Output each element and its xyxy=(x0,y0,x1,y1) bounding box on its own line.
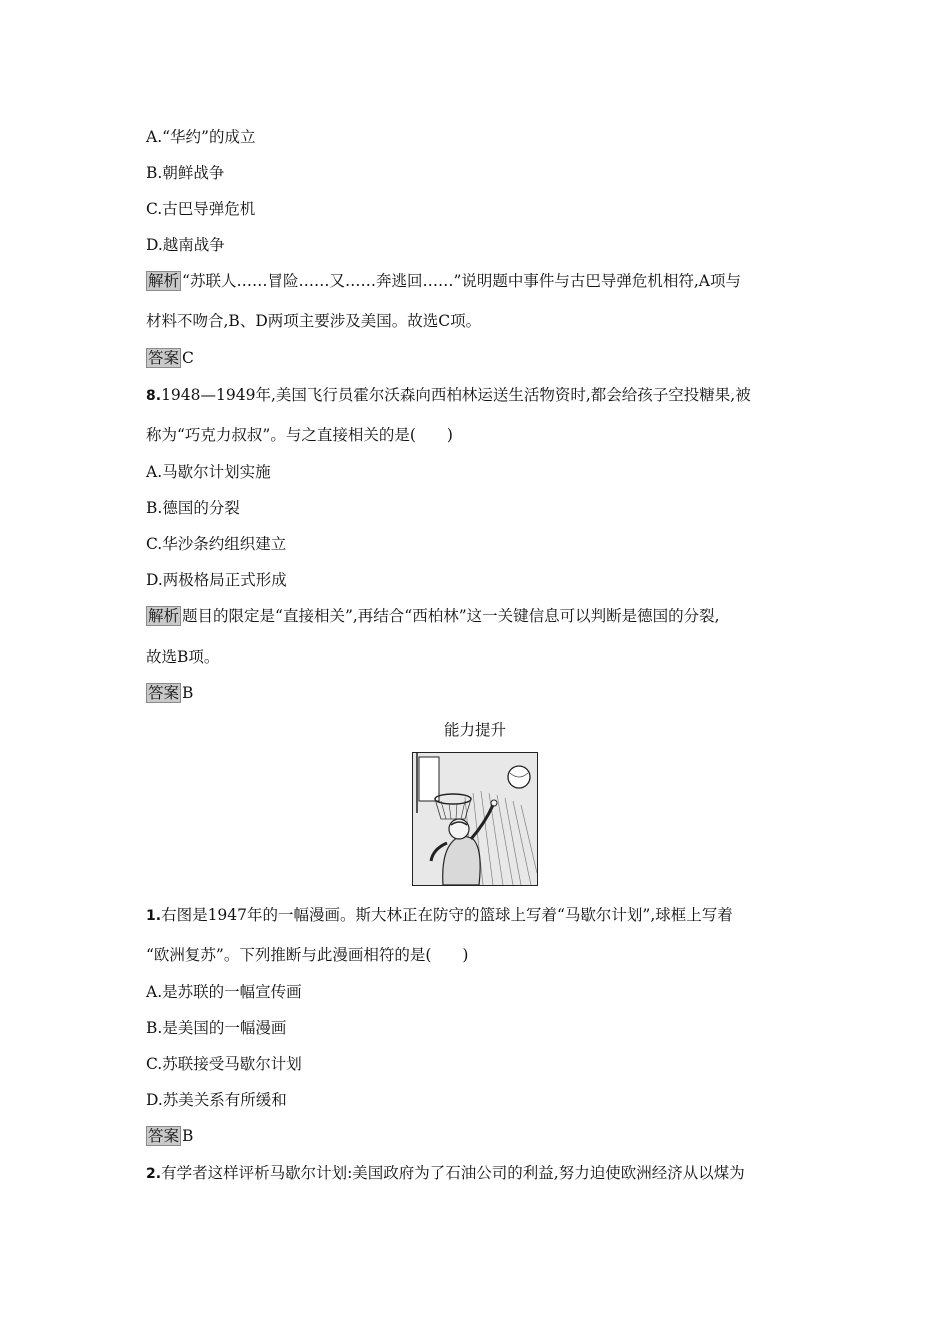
q8-stem-2: 称为“巧克力叔叔”。与之直接相关的是( ) xyxy=(146,426,453,444)
q8-option-d: D.两极格局正式形成 xyxy=(146,571,287,589)
q1-stem-1 xyxy=(146,905,733,926)
q8-answer xyxy=(146,683,193,703)
q7-answer-value: C xyxy=(182,349,194,367)
analysis-tag: 解析 xyxy=(148,272,180,290)
q8-analysis-text-1: 题目的限定是“直接相关”,再结合“西柏林”这一关键信息可以判断是德国的分裂, xyxy=(182,607,720,625)
q7-option-c: C.古巴导弹危机 xyxy=(146,200,256,218)
q1-stem-text-1: 右图是1947年的一幅漫画。斯大林正在防守的篮球上写着“马歇尔计划”,球框上写着 xyxy=(161,906,733,924)
q7-analysis xyxy=(146,271,741,291)
q8-analysis xyxy=(146,606,720,626)
q1-stem-2: “欧洲复苏”。下列推断与此漫画相符的是( ) xyxy=(146,946,469,964)
q7-analysis-text-1: “苏联人……冒险……又……奔逃回……”说明题中事件与古巴导弹危机相符,A项与 xyxy=(182,272,741,290)
section-title: 能力提升 xyxy=(443,721,506,739)
q2-number: 2. xyxy=(146,1166,162,1182)
q7-analysis-text-2: 材料不吻合,B、D两项主要涉及美国。故选C项。 xyxy=(146,312,482,330)
q8-number: 8. xyxy=(146,388,162,404)
q8-option-a: A.马歇尔计划实施 xyxy=(146,463,271,481)
q2-stem-1 xyxy=(146,1163,745,1184)
answer-tag: 答案 xyxy=(148,1127,180,1145)
q8-stem-1 xyxy=(146,385,751,406)
cartoon-drawing xyxy=(413,753,537,885)
q7-option-a: A.“华约”的成立 xyxy=(146,128,256,146)
answer-tag: 答案 xyxy=(148,684,180,702)
cartoon-image xyxy=(412,752,538,886)
q1-answer-value: B xyxy=(182,1127,194,1145)
q1-option-b: B.是美国的一幅漫画 xyxy=(146,1019,287,1037)
q7-answer xyxy=(146,348,194,368)
q8-answer-value: B xyxy=(182,684,194,702)
analysis-tag: 解析 xyxy=(148,607,180,625)
q7-option-b: B.朝鲜战争 xyxy=(146,164,225,182)
q1-option-d: D.苏美关系有所缓和 xyxy=(146,1091,287,1109)
q8-stem-text-1: 1948—1949年,美国飞行员霍尔沃森向西柏林运送生活物资时,都会给孩子空投糖果,被 xyxy=(161,386,751,404)
q1-option-c: C.苏联接受马歇尔计划 xyxy=(146,1055,302,1073)
q1-answer xyxy=(146,1126,193,1146)
q8-option-b: B.德国的分裂 xyxy=(146,499,240,517)
answer-tag: 答案 xyxy=(148,349,180,367)
q7-option-d: D.越南战争 xyxy=(146,236,225,254)
q2-stem-text-1: 有学者这样评析马歇尔计划:美国政府为了石油公司的利益,努力迫使欧洲经济从以煤为 xyxy=(161,1164,745,1182)
q8-option-c: C.华沙条约组织建立 xyxy=(146,535,287,553)
q1-number: 1. xyxy=(146,908,162,924)
q8-analysis-text-2: 故选B项。 xyxy=(146,648,220,666)
q1-option-a: A.是苏联的一幅宣传画 xyxy=(146,983,302,1001)
